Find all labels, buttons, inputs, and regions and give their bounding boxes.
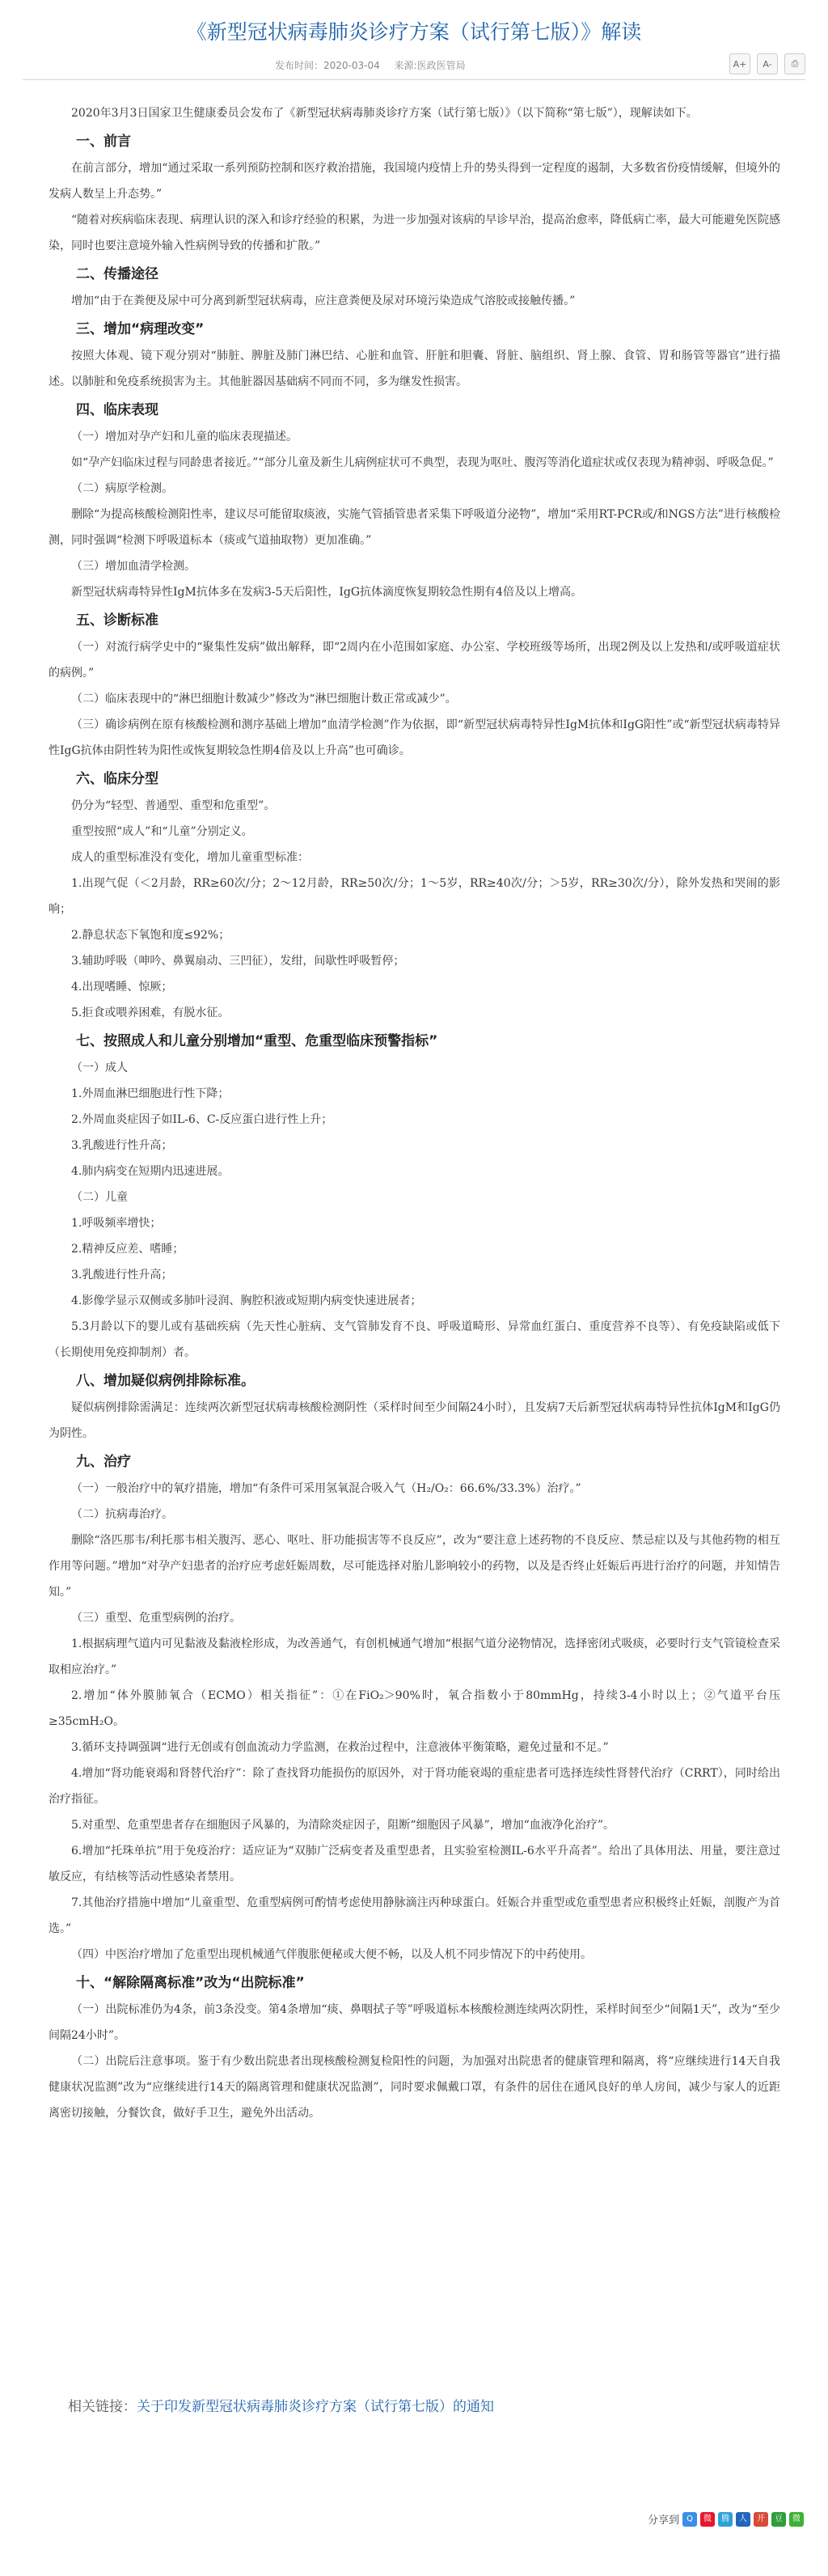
paragraph: （三）确诊病例在原有核酸检测和测序基础上增加“血清学检测”作为依据，即“新型冠状病毒特异性IgM抗体和IgG阳性”或“新型冠状病毒特异性IgG抗体由阴性转为阳性或恢复期较急性期4倍及以上升高”也可确诊。 — [49, 718, 780, 757]
paragraph: 3.辅助呼吸（呻吟、鼻翼扇动、三凹征），发绀，间歇性呼吸暂停； — [71, 955, 405, 968]
paragraph: 2.外周血炎症因子如IL-6、C-反应蛋白进行性上升； — [71, 1113, 333, 1126]
paragraph: 3.乳酸进行性升高； — [71, 1269, 173, 1282]
section-heading: 二、传播途径 — [76, 266, 158, 282]
paragraph: “随着对疾病临床表现、病理认识的深入和诊疗经验的积累，为进一步加强对该病的早诊早治，提高治愈率，降低病亡率，最大可能避免医院感染，同时也要注意境外输入性病例导致的传播和扩散。” — [49, 214, 780, 252]
section-heading: 七、按照成人和儿童分别增加“重型、危重型临床预警指标” — [76, 1033, 438, 1049]
paragraph: 删除“为提高核酸检测阳性率，建议尽可能留取痰液，实施气管插管患者采集下呼吸道分泌物”，增加“采用RT-PCR或/和NGS方法”进行核酸检测，同时强调“检测下呼吸道标本（痰或气道抽取物）更加准确。” — [49, 508, 780, 547]
paragraph: （一）增加对孕产妇和儿童的临床表现描述。 — [71, 430, 298, 443]
title-divider — [23, 79, 805, 80]
share-label: 分享到 — [647, 2515, 679, 2527]
paragraph: （一）出院标准仍为4条，前3条没变。第4条增加“痰、鼻咽拭子等”呼吸道标本核酸检测连续两次阴性，采样时间至少“间隔1天”，改为“至少间隔24小时”。 — [49, 2003, 780, 2042]
paragraph: （二）抗病毒治疗。 — [71, 1508, 173, 1521]
related-prefix: 相关链接： — [68, 2399, 137, 2415]
paragraph: 4.出现嗜睡、惊厥； — [71, 981, 173, 994]
paragraph: 1.根据病理气道内可见黏液及黏液栓形成，为改善通气，有创机械通气增加“根据气道分泌物情况，选择密闭式吸痰，必要时行支气管镜检查采取相应治疗。” — [49, 1638, 780, 1676]
paragraph: 2.精神反应差、嗜睡； — [71, 1243, 184, 1256]
related-link[interactable]: 关于印发新型冠状病毒肺炎诊疗方案（试行第七版）的通知 — [137, 2399, 494, 2415]
paragraph: 4.影像学显示双侧或多肺叶浸润、胸腔积液或短期内病变快速进展者； — [71, 1294, 422, 1307]
paragraph: 5.对重型、危重型患者存在细胞因子风暴的，为清除炎症因子，阻断“细胞因子风暴”，增加“血液净化治疗”。 — [71, 1819, 615, 1832]
share-bar — [648, 2511, 804, 2527]
paragraph: （二）病原学检测。 — [71, 482, 173, 495]
paragraph: （一）成人 — [71, 1061, 128, 1074]
paragraph: （一）对流行病学史中的“聚集性发病”做出解释，即“2周内在小范围如家庭、办公室、学校班级等场所，出现2例及以上发热和/或呼吸道症状的病例。” — [49, 641, 780, 680]
renren-icon[interactable]: 人 — [736, 2512, 750, 2527]
paragraph: 新型冠状病毒特异性IgM抗体多在发病3-5天后阳性，IgG抗体滴度恢复期较急性期有4倍及以上增高。 — [71, 586, 582, 599]
paragraph: （三）增加血清学检测。 — [71, 560, 196, 573]
paragraph: （一）一般治疗中的氧疗措施，增加“有条件可采用氢氧混合吸入气（H₂/O₂：66.6%/33.3%）治疗。” — [71, 1482, 581, 1495]
wechat-icon[interactable]: 微 — [789, 2512, 804, 2527]
section-heading: 五、诊断标准 — [76, 612, 158, 629]
paragraph: 3.乳酸进行性升高； — [71, 1139, 173, 1152]
page-title: 《新型冠状病毒肺炎诊疗方案（试行第七版）》解读 — [186, 20, 642, 44]
paragraph: 2.增加“体外膜肺氧合（ECMO）相关指征”：①在FiO₂＞90%时，氧合指数小于80mmHg，持续3-4小时以上；②气道平台压≥35cmH₂O。 — [49, 1689, 780, 1728]
douban-icon[interactable]: 豆 — [771, 2512, 786, 2527]
section-heading: 六、临床分型 — [76, 771, 158, 787]
paragraph: 在前言部分，增加“通过采取一系列预防控制和医疗救治措施，我国境内疫情上升的势头得到一定程度的遏制，大多数省份疫情缓解，但境外的发病人数呈上升态势。” — [49, 162, 780, 201]
paragraph: 4.肺内病变在短期内迅速进展。 — [71, 1165, 230, 1178]
section-heading: 三、增加“病理改变” — [76, 321, 205, 337]
paragraph: （二）出院后注意事项。鉴于有少数出院患者出现核酸检测复检阳性的问题，为加强对出院患者的健康管理和隔离，将“应继续进行14天自我健康状况监测”改为“应继续进行14天的隔离管理和健康状况监测”，同时要求佩戴口罩，有条件的居住在通风良好的单人房间，减少与家人的近距离密切接触，分餐饮食，做好手卫生，避免外出活动。 — [49, 2055, 780, 2120]
font-smaller-button[interactable]: A- — [757, 53, 778, 74]
paragraph: 4.增加“肾功能衰竭和肾替代治疗”：除了查找肾功能损伤的原因外，对于肾功能衰竭的重症患者可选择连续性肾替代治疗（CRRT），同时给出治疗指征。 — [49, 1767, 780, 1806]
paragraph: 按照大体观、镜下观分别对“肺脏、脾脏及肺门淋巴结、心脏和血管、肝脏和胆囊、肾脏、脑组织、肾上腺、食管、胃和肠管等器官”进行描述。以肺脏和免疫系统损害为主。其他脏器因基础病不同而不同，多为继发性损害。 — [49, 350, 780, 388]
paragraph: 7.其他治疗措施中增加“儿童重型、危重型病例可酌情考虑使用静脉滴注丙种球蛋白。妊娠合并重型或危重型患者应积极终止妊娠，剖腹产为首选。” — [49, 1896, 780, 1935]
related-links — [68, 2395, 494, 2415]
paragraph: （二）临床表现中的“淋巴细胞计数减少”修改为“淋巴细胞计数正常或减少”。 — [71, 693, 457, 705]
paragraph: （四）中医治疗增加了危重型出现机械通气伴腹胀便秘或大便不畅，以及人机不同步情况下的中药使用。 — [71, 1948, 592, 1961]
paragraph: （三）重型、危重型病例的治疗。 — [71, 1612, 241, 1625]
paragraph: 删除“洛匹那韦/利托那韦相关腹泻、恶心、呕吐、肝功能损害等不良反应”，改为“要注意上述药物的不良反应、禁忌症以及与其他药物的相互作用等问题。”增加“对孕产妇患者的治疗应考虑妊娠周数，尽可能选择对胎儿影响较小的药物，以及是否终止妊娠后再进行治疗的问题，并知情告知。” — [49, 1534, 780, 1599]
paragraph: 6.增加“托珠单抗”用于免疫治疗：适应证为“双肺广泛病变者及重型患者，且实验室检测IL-6水平升高者”。给出了具体用法、用量，要注意过敏反应，有结核等活动性感染者禁用。 — [49, 1845, 780, 1883]
kaixin-icon[interactable]: 开 — [754, 2512, 768, 2527]
font-larger-button[interactable]: A+ — [729, 53, 750, 74]
paragraph: 仍分为“轻型、普通型、重型和危重型”。 — [71, 799, 276, 812]
article-tools — [729, 53, 805, 74]
paragraph: 2020年3月3日国家卫生健康委员会发布了《新型冠状病毒肺炎诊疗方案（试行第七版）》（以下简称“第七版”），现解读如下。 — [71, 107, 698, 120]
weibo-icon[interactable]: 微 — [700, 2512, 715, 2527]
paragraph: 如“孕产妇临床过程与同龄患者接近。”“部分儿童及新生儿病例症状可不典型，表现为呕吐、腹泻等消化道症状或仅表现为精神弱、呼吸急促。” — [71, 456, 774, 469]
article-source: 来源:医政医管局 — [394, 60, 466, 71]
article-body — [49, 100, 780, 2126]
qzone-icon[interactable]: Q — [682, 2512, 697, 2527]
paragraph: （二）儿童 — [71, 1191, 128, 1204]
print-button[interactable]: ⎙ — [784, 53, 805, 74]
article-meta — [275, 58, 477, 72]
paragraph: 5.3月龄以下的婴儿或有基础疾病（先天性心脏病、支气管肺发育不良、呼吸道畸形、异常血红蛋白、重度营养不良等）、有免疫缺陷或低下（长期使用免疫抑制剂）者。 — [49, 1320, 780, 1359]
section-heading: 八、增加疑似病例排除标准。 — [76, 1373, 255, 1389]
tencent-weibo-icon[interactable]: 腾 — [718, 2512, 733, 2527]
paragraph: 5.拒食或喂养困难，有脱水征。 — [71, 1006, 230, 1019]
paragraph: 成人的重型标准没有变化，增加儿童重型标准： — [71, 851, 309, 864]
paragraph: 疑似病例排除需满足：连续两次新型冠状病毒核酸检测阴性（采样时间至少间隔24小时），且发病7天后新型冠状病毒特异性抗体IgM和IgG仍为阴性。 — [49, 1401, 780, 1440]
section-heading: 九、治疗 — [76, 1454, 131, 1470]
paragraph: 重型按照“成人”和“儿童”分别定义。 — [71, 825, 253, 838]
section-heading: 一、前言 — [76, 133, 131, 150]
publish-date: 发布时间：2020-03-04 — [275, 60, 380, 71]
paragraph: 1.出现气促（＜2月龄，RR≥60次/分；2～12月龄，RR≥50次/分；1～5岁，RR≥40次/分；＞5岁，RR≥30次/分），除外发热和哭闹的影响； — [49, 877, 780, 916]
section-heading: 十、“解除隔离标准”改为“出院标准” — [76, 1975, 305, 1991]
paragraph: 增加“由于在粪便及尿中可分离到新型冠状病毒，应注意粪便及尿对环境污染造成气溶胶或接触传播。” — [71, 294, 576, 307]
paragraph: 2.静息状态下氧饱和度≤92%； — [71, 929, 230, 942]
paragraph: 1.呼吸频率增快； — [71, 1217, 162, 1230]
section-heading: 四、临床表现 — [76, 402, 158, 418]
paragraph: 1.外周血淋巴细胞进行性下降； — [71, 1087, 230, 1100]
paragraph: 3.循环支持调强调“进行无创或有创血流动力学监测，在救治过程中，注意液体平衡策略，避免过量和不足。” — [71, 1741, 609, 1754]
